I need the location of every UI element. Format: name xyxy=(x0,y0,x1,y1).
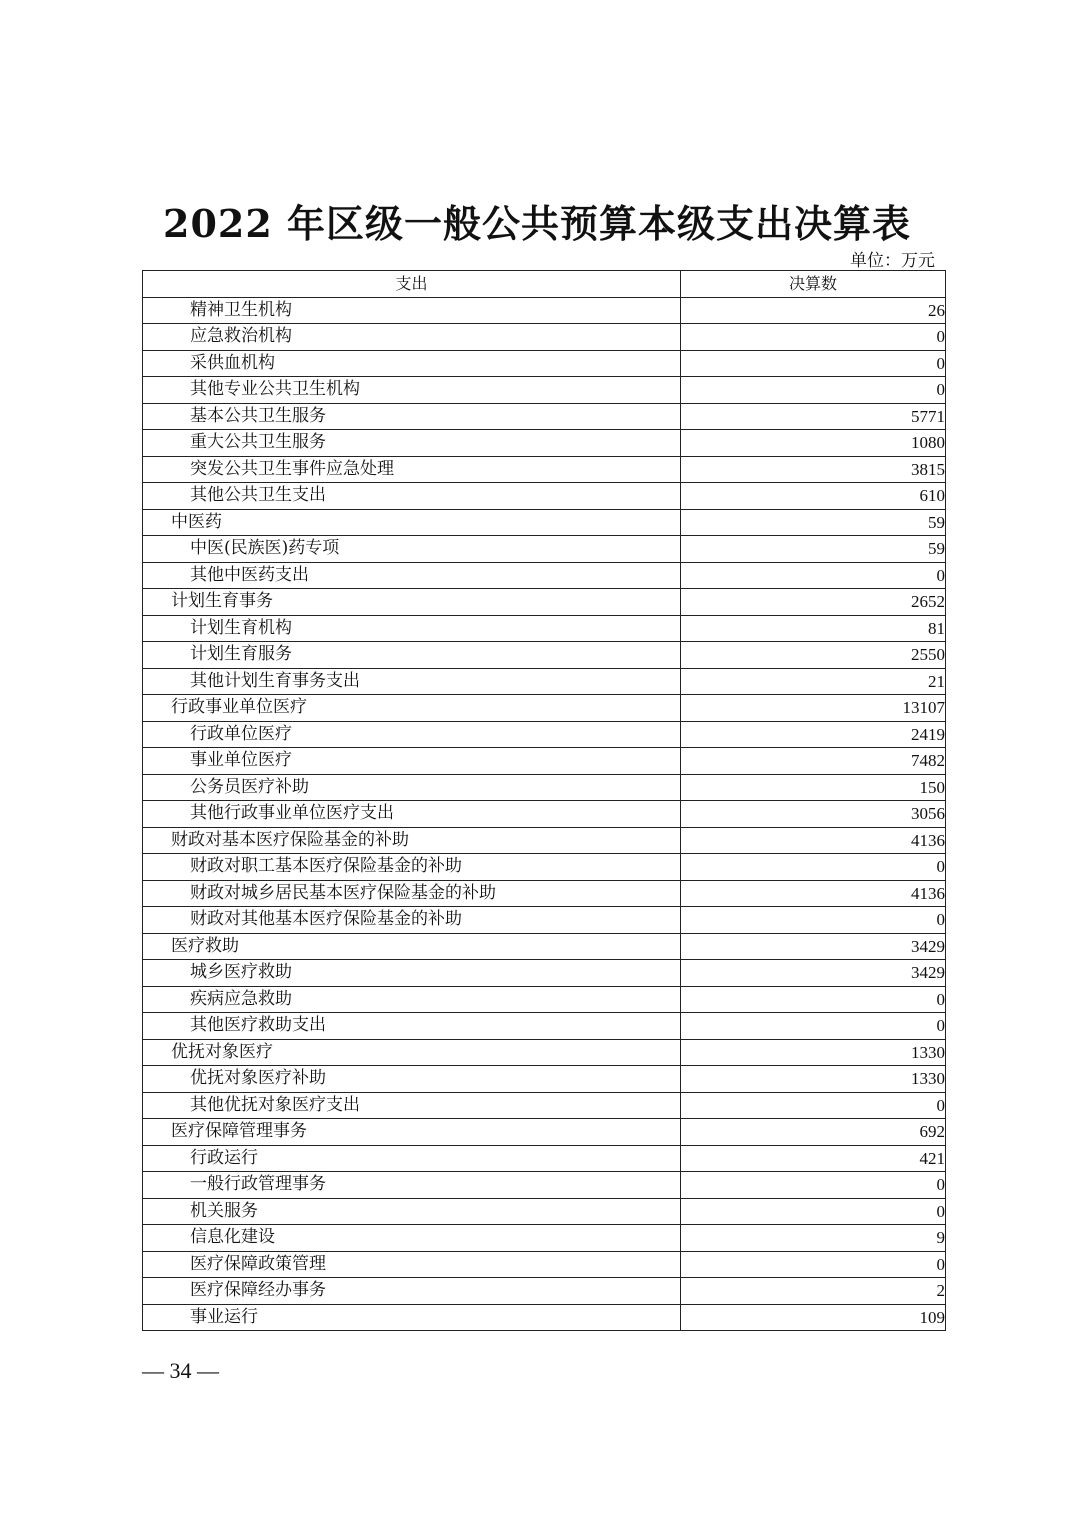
row-item-name: 其他优抚对象医疗支出 xyxy=(143,1092,681,1119)
row-item-name: 其他中医药支出 xyxy=(143,562,681,589)
row-item-value: 0 xyxy=(681,907,946,934)
row-item-name: 其他计划生育事务支出 xyxy=(143,668,681,695)
table-row xyxy=(143,483,946,510)
row-item-name: 重大公共卫生服务 xyxy=(143,430,681,457)
row-item-value: 5771 xyxy=(681,403,946,430)
row-item-value: 4136 xyxy=(681,880,946,907)
page-title: 2022 年区级一般公共预算本级支出决算表 xyxy=(163,201,911,246)
row-item-value: 0 xyxy=(681,1251,946,1278)
table-row xyxy=(143,1119,946,1146)
table-row xyxy=(143,536,946,563)
row-item-value: 610 xyxy=(681,483,946,510)
row-item-name: 计划生育服务 xyxy=(143,642,681,669)
row-item-name: 行政事业单位医疗 xyxy=(143,695,681,722)
table-row xyxy=(143,1278,946,1305)
header-expenditure: 支出 xyxy=(143,271,681,298)
row-item-name: 一般行政管理事务 xyxy=(143,1172,681,1199)
row-item-value: 0 xyxy=(681,986,946,1013)
table-row xyxy=(143,960,946,987)
row-item-name: 医疗救助 xyxy=(143,933,681,960)
table-row xyxy=(143,1066,946,1093)
table-row xyxy=(143,1225,946,1252)
row-item-name: 精神卫生机构 xyxy=(143,297,681,324)
row-item-value: 3429 xyxy=(681,933,946,960)
row-item-name: 城乡医疗救助 xyxy=(143,960,681,987)
row-item-name: 疾病应急救助 xyxy=(143,986,681,1013)
unit-label: 单位：万元 xyxy=(850,251,935,271)
row-item-name: 计划生育事务 xyxy=(143,589,681,616)
table-row xyxy=(143,801,946,828)
table-row xyxy=(143,297,946,324)
row-item-name: 事业单位医疗 xyxy=(143,748,681,775)
row-item-name: 其他专业公共卫生机构 xyxy=(143,377,681,404)
row-item-value: 0 xyxy=(681,1172,946,1199)
row-item-value: 0 xyxy=(681,562,946,589)
table-row xyxy=(143,774,946,801)
row-item-value: 0 xyxy=(681,1092,946,1119)
row-item-name: 医疗保障管理事务 xyxy=(143,1119,681,1146)
table-row xyxy=(143,721,946,748)
header-final-amount: 决算数 xyxy=(681,271,946,298)
table-row xyxy=(143,430,946,457)
table-row xyxy=(143,1198,946,1225)
budget-table xyxy=(142,270,946,1331)
table-row xyxy=(143,642,946,669)
row-item-value: 26 xyxy=(681,297,946,324)
page-number: — 34 — xyxy=(142,1358,219,1383)
row-item-name: 应急救治机构 xyxy=(143,324,681,351)
row-item-value: 0 xyxy=(681,1013,946,1040)
table-row xyxy=(143,986,946,1013)
table-row xyxy=(143,1013,946,1040)
row-item-value: 2652 xyxy=(681,589,946,616)
table-row xyxy=(143,1304,946,1331)
row-item-value: 0 xyxy=(681,377,946,404)
table-row xyxy=(143,589,946,616)
table-row xyxy=(143,880,946,907)
table-row xyxy=(143,350,946,377)
row-item-name: 计划生育机构 xyxy=(143,615,681,642)
row-item-value: 150 xyxy=(681,774,946,801)
row-item-name: 中医药 xyxy=(143,509,681,536)
row-item-name: 行政运行 xyxy=(143,1145,681,1172)
row-item-value: 4136 xyxy=(681,827,946,854)
row-item-value: 0 xyxy=(681,324,946,351)
row-item-value: 21 xyxy=(681,668,946,695)
table-row xyxy=(143,695,946,722)
row-item-name: 财政对城乡居民基本医疗保险基金的补助 xyxy=(143,880,681,907)
row-item-value: 9 xyxy=(681,1225,946,1252)
table-row xyxy=(143,854,946,881)
row-item-value: 0 xyxy=(681,1198,946,1225)
row-item-name: 基本公共卫生服务 xyxy=(143,403,681,430)
row-item-value: 13107 xyxy=(681,695,946,722)
table-row xyxy=(143,1092,946,1119)
table-row xyxy=(143,827,946,854)
row-item-name: 优抚对象医疗 xyxy=(143,1039,681,1066)
row-item-value: 692 xyxy=(681,1119,946,1146)
row-item-value: 1330 xyxy=(681,1066,946,1093)
table-row xyxy=(143,456,946,483)
row-item-value: 7482 xyxy=(681,748,946,775)
row-item-value: 1080 xyxy=(681,430,946,457)
table-row xyxy=(143,933,946,960)
table-row xyxy=(143,509,946,536)
row-item-value: 3429 xyxy=(681,960,946,987)
row-item-name: 医疗保障经办事务 xyxy=(143,1278,681,1305)
table-row xyxy=(143,377,946,404)
row-item-value: 59 xyxy=(681,536,946,563)
row-item-value: 3056 xyxy=(681,801,946,828)
row-item-name: 其他行政事业单位医疗支出 xyxy=(143,801,681,828)
row-item-name: 采供血机构 xyxy=(143,350,681,377)
row-item-name: 事业运行 xyxy=(143,1304,681,1331)
row-item-value: 81 xyxy=(681,615,946,642)
row-item-value: 3815 xyxy=(681,456,946,483)
row-item-name: 信息化建设 xyxy=(143,1225,681,1252)
row-item-name: 公务员医疗补助 xyxy=(143,774,681,801)
row-item-value: 421 xyxy=(681,1145,946,1172)
table-row xyxy=(143,403,946,430)
row-item-name: 其他医疗救助支出 xyxy=(143,1013,681,1040)
row-item-value: 1330 xyxy=(681,1039,946,1066)
table-header-row xyxy=(143,271,946,298)
row-item-value: 109 xyxy=(681,1304,946,1331)
row-item-value: 59 xyxy=(681,509,946,536)
row-item-value: 0 xyxy=(681,350,946,377)
table-row xyxy=(143,1251,946,1278)
row-item-name: 机关服务 xyxy=(143,1198,681,1225)
row-item-name: 行政单位医疗 xyxy=(143,721,681,748)
table-row xyxy=(143,907,946,934)
table-body xyxy=(143,297,946,1331)
table-row xyxy=(143,562,946,589)
table-row xyxy=(143,668,946,695)
row-item-value: 2 xyxy=(681,1278,946,1305)
row-item-name: 其他公共卫生支出 xyxy=(143,483,681,510)
row-item-name: 财政对职工基本医疗保险基金的补助 xyxy=(143,854,681,881)
row-item-name: 优抚对象医疗补助 xyxy=(143,1066,681,1093)
table-row xyxy=(143,1039,946,1066)
table-row xyxy=(143,324,946,351)
row-item-value: 2550 xyxy=(681,642,946,669)
table-row xyxy=(143,615,946,642)
row-item-value: 0 xyxy=(681,854,946,881)
table-row xyxy=(143,1145,946,1172)
row-item-name: 财政对其他基本医疗保险基金的补助 xyxy=(143,907,681,934)
row-item-name: 医疗保障政策管理 xyxy=(143,1251,681,1278)
table-row xyxy=(143,748,946,775)
row-item-value: 2419 xyxy=(681,721,946,748)
row-item-name: 财政对基本医疗保险基金的补助 xyxy=(143,827,681,854)
row-item-name: 中医(民族医)药专项 xyxy=(143,536,681,563)
row-item-name: 突发公共卫生事件应急处理 xyxy=(143,456,681,483)
table-row xyxy=(143,1172,946,1199)
